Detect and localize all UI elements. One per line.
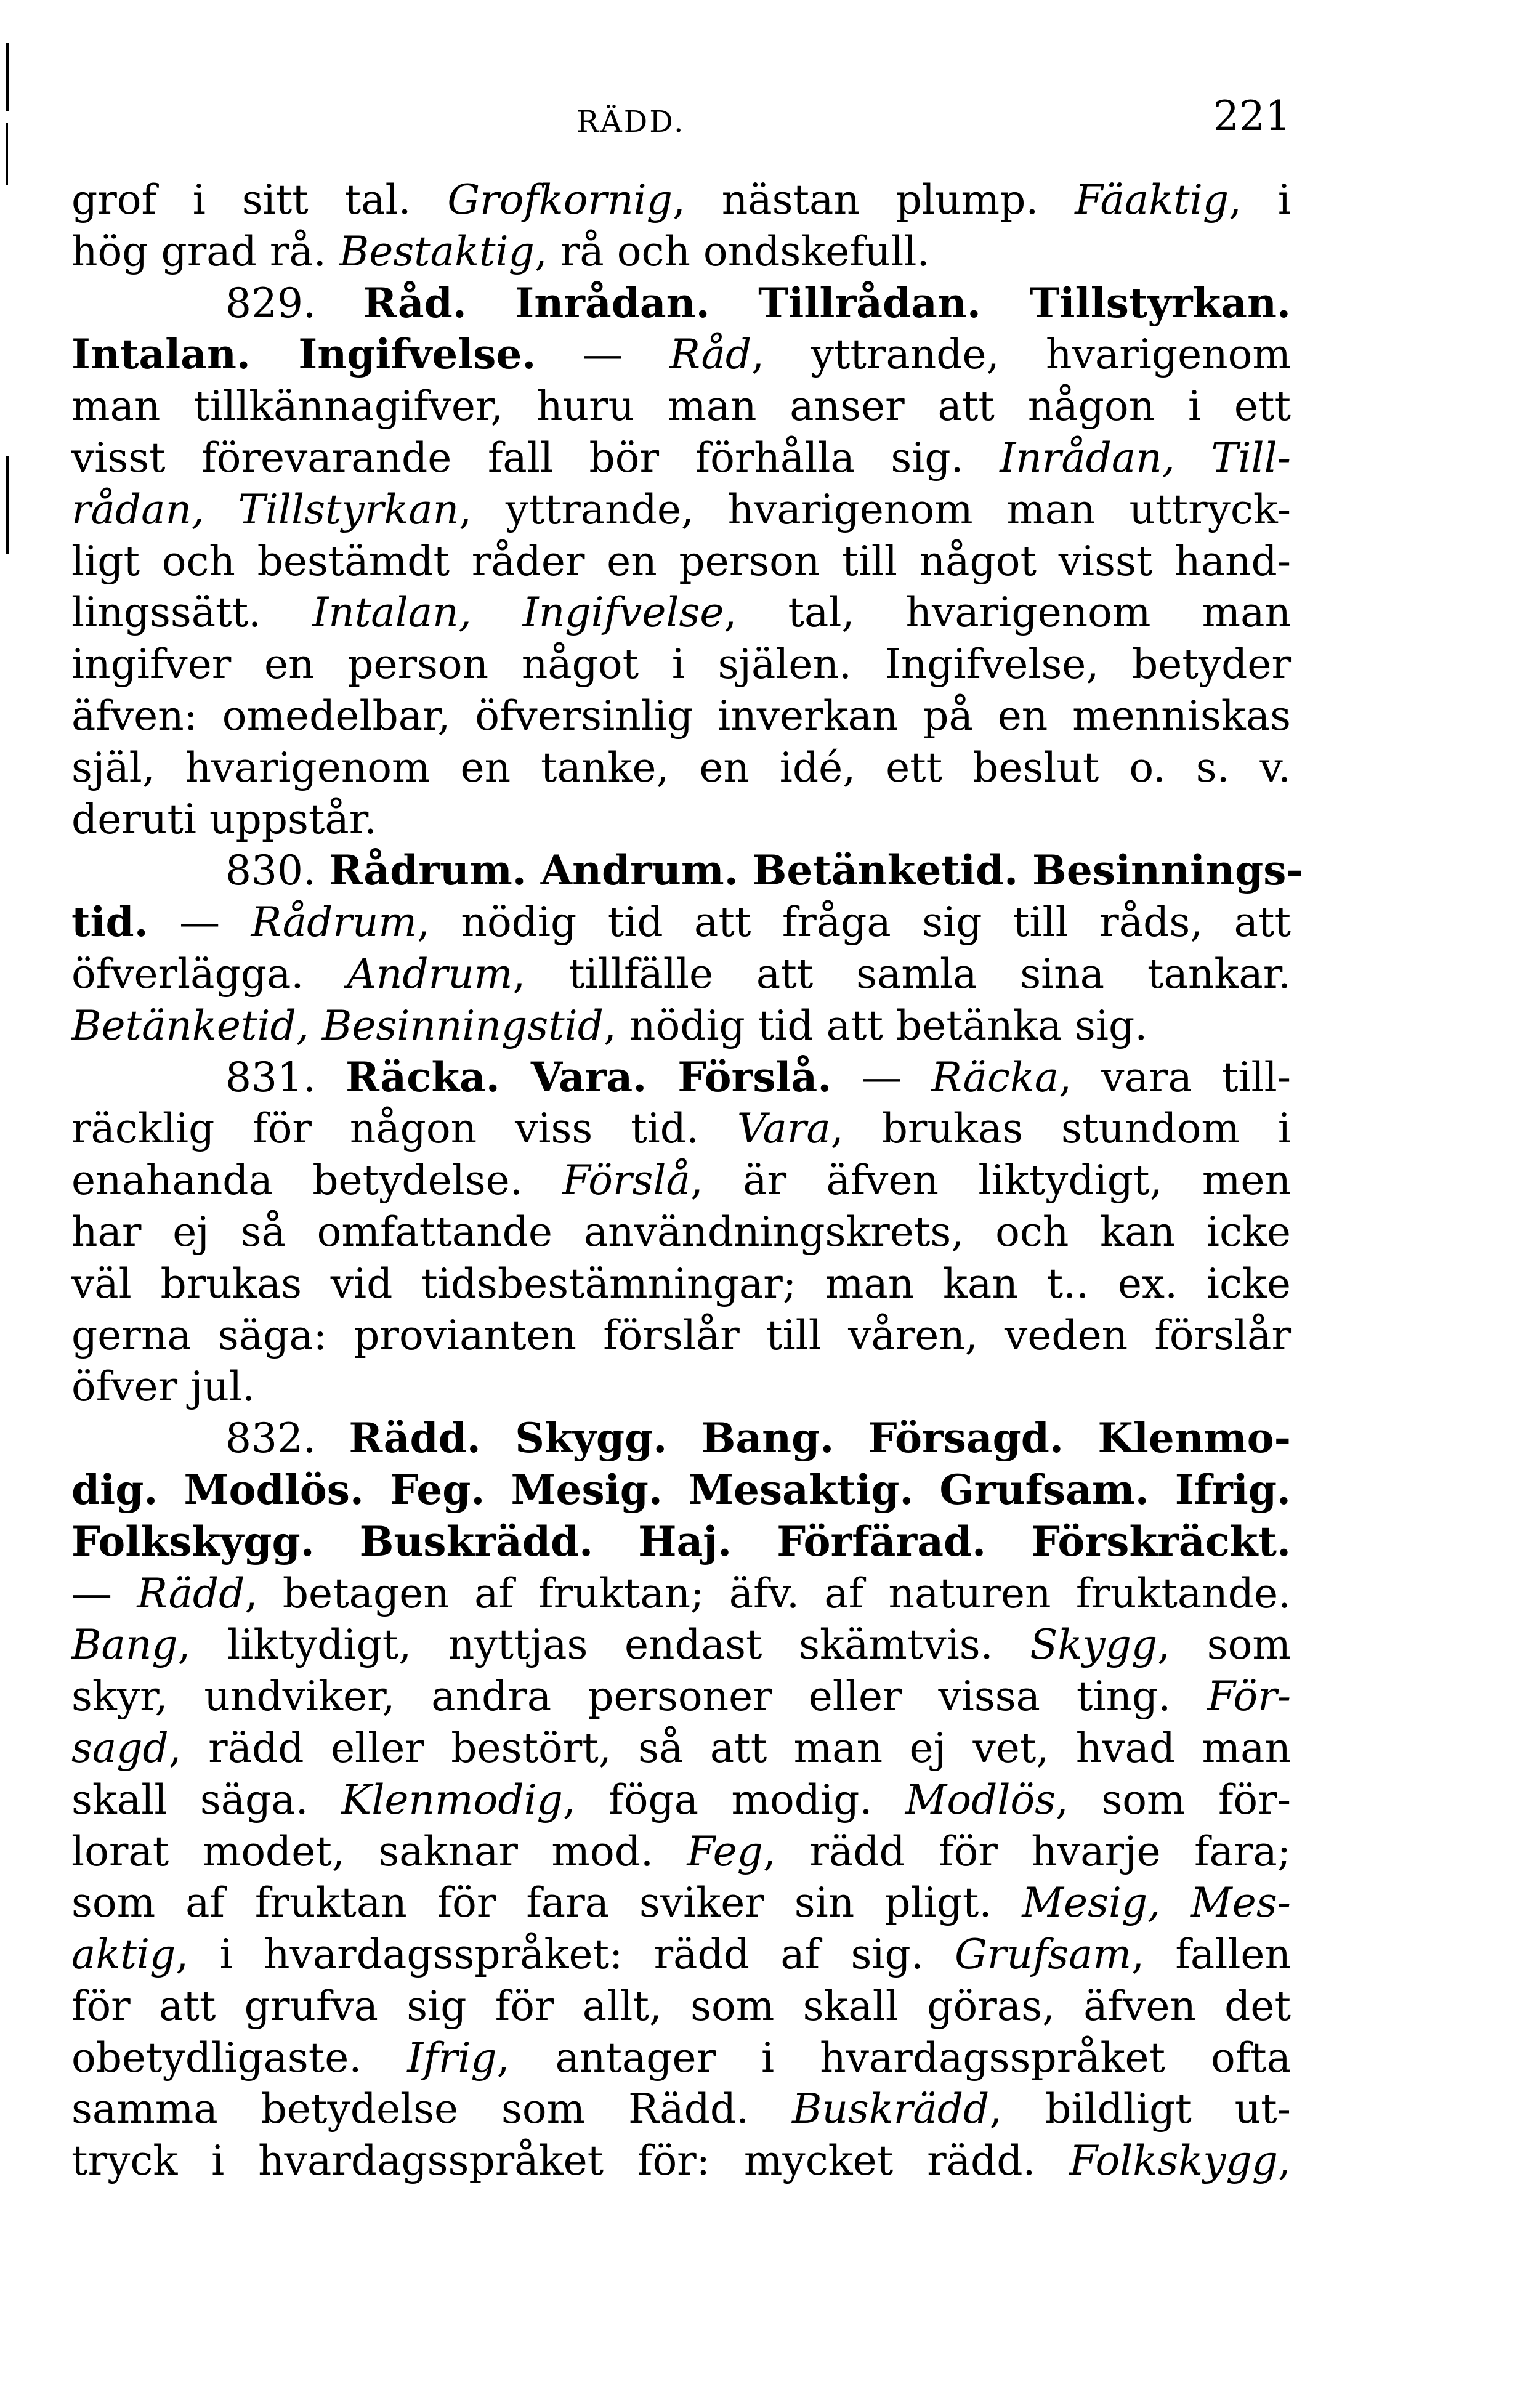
text-line: rådan, Tillstyrkan, yttrande, hvarigenom man uttryck-: [71, 485, 1291, 533]
text-line: själ, hvarigenom en tanke, en idé, ett beslut o. s. v.: [71, 743, 1291, 791]
text-line: skall säga. Klenmodig, föga modig. Modlös, som för-: [71, 1776, 1291, 1824]
running-head: RÄDD.: [576, 105, 685, 139]
text-line: visst förevarande fall bör förhålla sig. Inrådan, Till-: [71, 434, 1292, 482]
entry-heading-line: 830. Rådrum. Andrum. Betänketid. Besinnings-: [225, 846, 1303, 895]
body-text: [71, 174, 1303, 2187]
text-line: öfverlägga. Andrum, tillfälle att samla sina tankar.: [71, 950, 1291, 998]
text-line: gerna säga: provianten förslår till våren, veden förslår: [71, 1311, 1291, 1359]
entry-heading-line: 829. Råd. Inrådan. Tillrådan. Tillstyrkan.: [225, 278, 1291, 327]
text-line: tryck i hvardagsspråket för: mycket rädd. Folkskygg,: [71, 2137, 1291, 2185]
text-line: väl brukas vid tidsbestämningar; man kan t.. ex. icke: [71, 1259, 1291, 1307]
text-line: lingssätt. Intalan, Ingifvelse, tal, hvarigenom man: [71, 589, 1291, 637]
scan-edge-mark: [6, 123, 8, 185]
text-line: samma betydelse som Rädd. Buskrädd, bildligt ut-: [71, 2085, 1291, 2133]
text-line: Bang, liktydigt, nyttjas endast skämtvis. Skygg, som: [71, 1621, 1291, 1669]
page-header: [71, 92, 1291, 148]
text-line: aktig, i hvardagsspråket: rädd af sig. Grufsam, fallen: [71, 1931, 1291, 1979]
text-line: ligt och bestämdt råder en person till något visst hand-: [71, 537, 1291, 585]
text-line: öfver jul.: [71, 1363, 256, 1411]
entry-heading-line: 832. Rädd. Skygg. Bang. Försagd. Klenmo-: [225, 1414, 1292, 1463]
text-line: man tillkännagifver, huru man anser att någon i ett: [71, 382, 1291, 430]
text-line: som af fruktan för fara sviker sin pligt. Mesig, Mes-: [71, 1879, 1291, 1927]
text-line: äfven: omedelbar, öfversinlig inverkan på en menniskas: [71, 692, 1291, 740]
page-number: 221: [1213, 92, 1291, 140]
scan-edge-mark: [6, 456, 9, 554]
text-line: Intalan. Ingifvelse. — Råd, yttrande, hvarigenom: [71, 330, 1291, 379]
scan-edge-mark: [6, 43, 9, 111]
text-line: tid. — Rådrum, nödig tid att fråga sig till råds, att: [71, 898, 1291, 947]
text-line: har ej så omfattande användningskrets, och kan icke: [71, 1208, 1291, 1256]
text-line: deruti uppstår.: [71, 795, 377, 843]
text-line: sagd, rädd eller bestört, så att man ej vet, hvad man: [71, 1724, 1291, 1772]
text-line: Betänketid, Besinningstid, nödig tid att betänka sig.: [71, 1001, 1148, 1049]
text-line: räcklig för någon viss tid. Vara, brukas stundom i: [71, 1105, 1291, 1153]
text-line: Folkskygg. Buskrädd. Haj. Förfärad. Förskräckt.: [71, 1517, 1291, 1566]
text-line: — Rädd, betagen af fruktan; äfv. af naturen fruktande.: [71, 1569, 1291, 1617]
text-line: obetydligaste. Ifrig, antager i hvardagsspråket ofta: [71, 2034, 1292, 2082]
text-line: grof i sitt tal. Grofkornig, nästan plump. Fäaktig, i: [71, 176, 1291, 224]
text-line: dig. Modlös. Feg. Mesig. Mesaktig. Grufsam. Ifrig.: [71, 1465, 1291, 1514]
text-line: skyr, undviker, andra personer eller vissa ting. För-: [71, 1673, 1291, 1721]
text-line: ingifver en person något i själen. Ingifvelse, betyder: [71, 640, 1291, 689]
text-line: hög grad rå. Bestaktig, rå och ondskefull.: [71, 227, 930, 275]
text-line: enahanda betydelse. Förslå, är äfven liktydigt, men: [71, 1157, 1291, 1205]
text-line: lorat modet, saknar mod. Feg, rädd för hvarje fara;: [71, 1827, 1291, 1875]
text-line: för att grufva sig för allt, som skall göras, äfven det: [71, 1982, 1291, 2030]
entry-heading-line: 831. Räcka. Vara. Förslå. — Räcka, vara till-: [225, 1052, 1292, 1101]
